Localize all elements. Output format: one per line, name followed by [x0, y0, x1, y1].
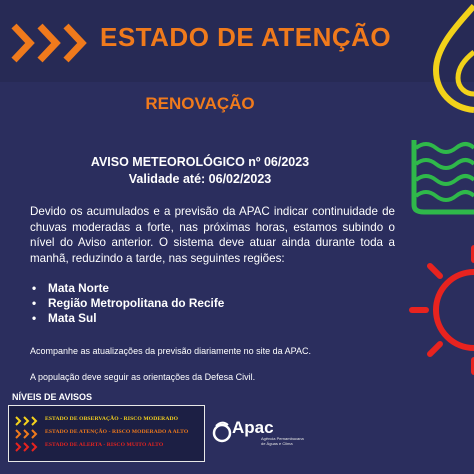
bullet-icon: • [32, 281, 37, 295]
logo-name: Apac [232, 418, 274, 437]
follow-updates-note: Acompanhe as atualizações da previsão diariamente no site da APAC. [30, 346, 311, 356]
level-label: ESTADO DE ATENÇÃO - RISCO MODERADO A ALTO [45, 429, 189, 435]
region-item: • Mata Norte [32, 281, 109, 295]
renewal-subtitle: RENOVAÇÃO [145, 94, 255, 113]
levels-title: NÍVEIS DE AVISOS [12, 392, 93, 402]
chevron-right-icon [15, 429, 41, 439]
notice-body: Devido os acumulados e a previsão da APAC indicar continuidade de chuvas moderadas a forte, nas próximas horas, estamos subindo o nível do Aviso anterior. O sistema deve atuar ainda durante toda a manhã, reduzindo a tarde, nas seguintes regiões: [30, 205, 395, 265]
validity-date: Validade até: 06/02/2023 [128, 172, 272, 186]
region-item: • Mata Sul [32, 311, 97, 325]
weather-decoration-icon [400, 0, 474, 474]
levels-legend [8, 405, 205, 462]
bullet-icon: • [32, 311, 37, 325]
chevron-right-icon [15, 442, 41, 452]
level-label: ESTADO DE ALERTA - RISCO MUITO ALTO [45, 442, 164, 448]
triple-chevron-right-icon [10, 22, 94, 64]
logo-subtitle: Agência Pernambucana [261, 436, 304, 441]
level-observation [15, 415, 201, 427]
bullet-icon: • [32, 296, 37, 310]
chevron-right-icon [15, 416, 41, 426]
logo-subtitle: de Águas e Clima [261, 441, 293, 446]
level-alert [15, 441, 201, 453]
region-item: • Região Metropolitana do Recife [32, 296, 225, 310]
level-attention [15, 428, 201, 440]
page-title: ESTADO DE ATENÇÃO [100, 22, 392, 52]
civil-defense-note: A população deve seguir as orientações da Defesa Civil. [30, 372, 256, 382]
notice-number: AVISO METEOROLÓGICO nº 06/2023 [90, 155, 310, 169]
regions-list [32, 281, 332, 326]
level-label: ESTADO DE OBSERVAÇÃO - RISCO MODERADO [45, 416, 179, 422]
